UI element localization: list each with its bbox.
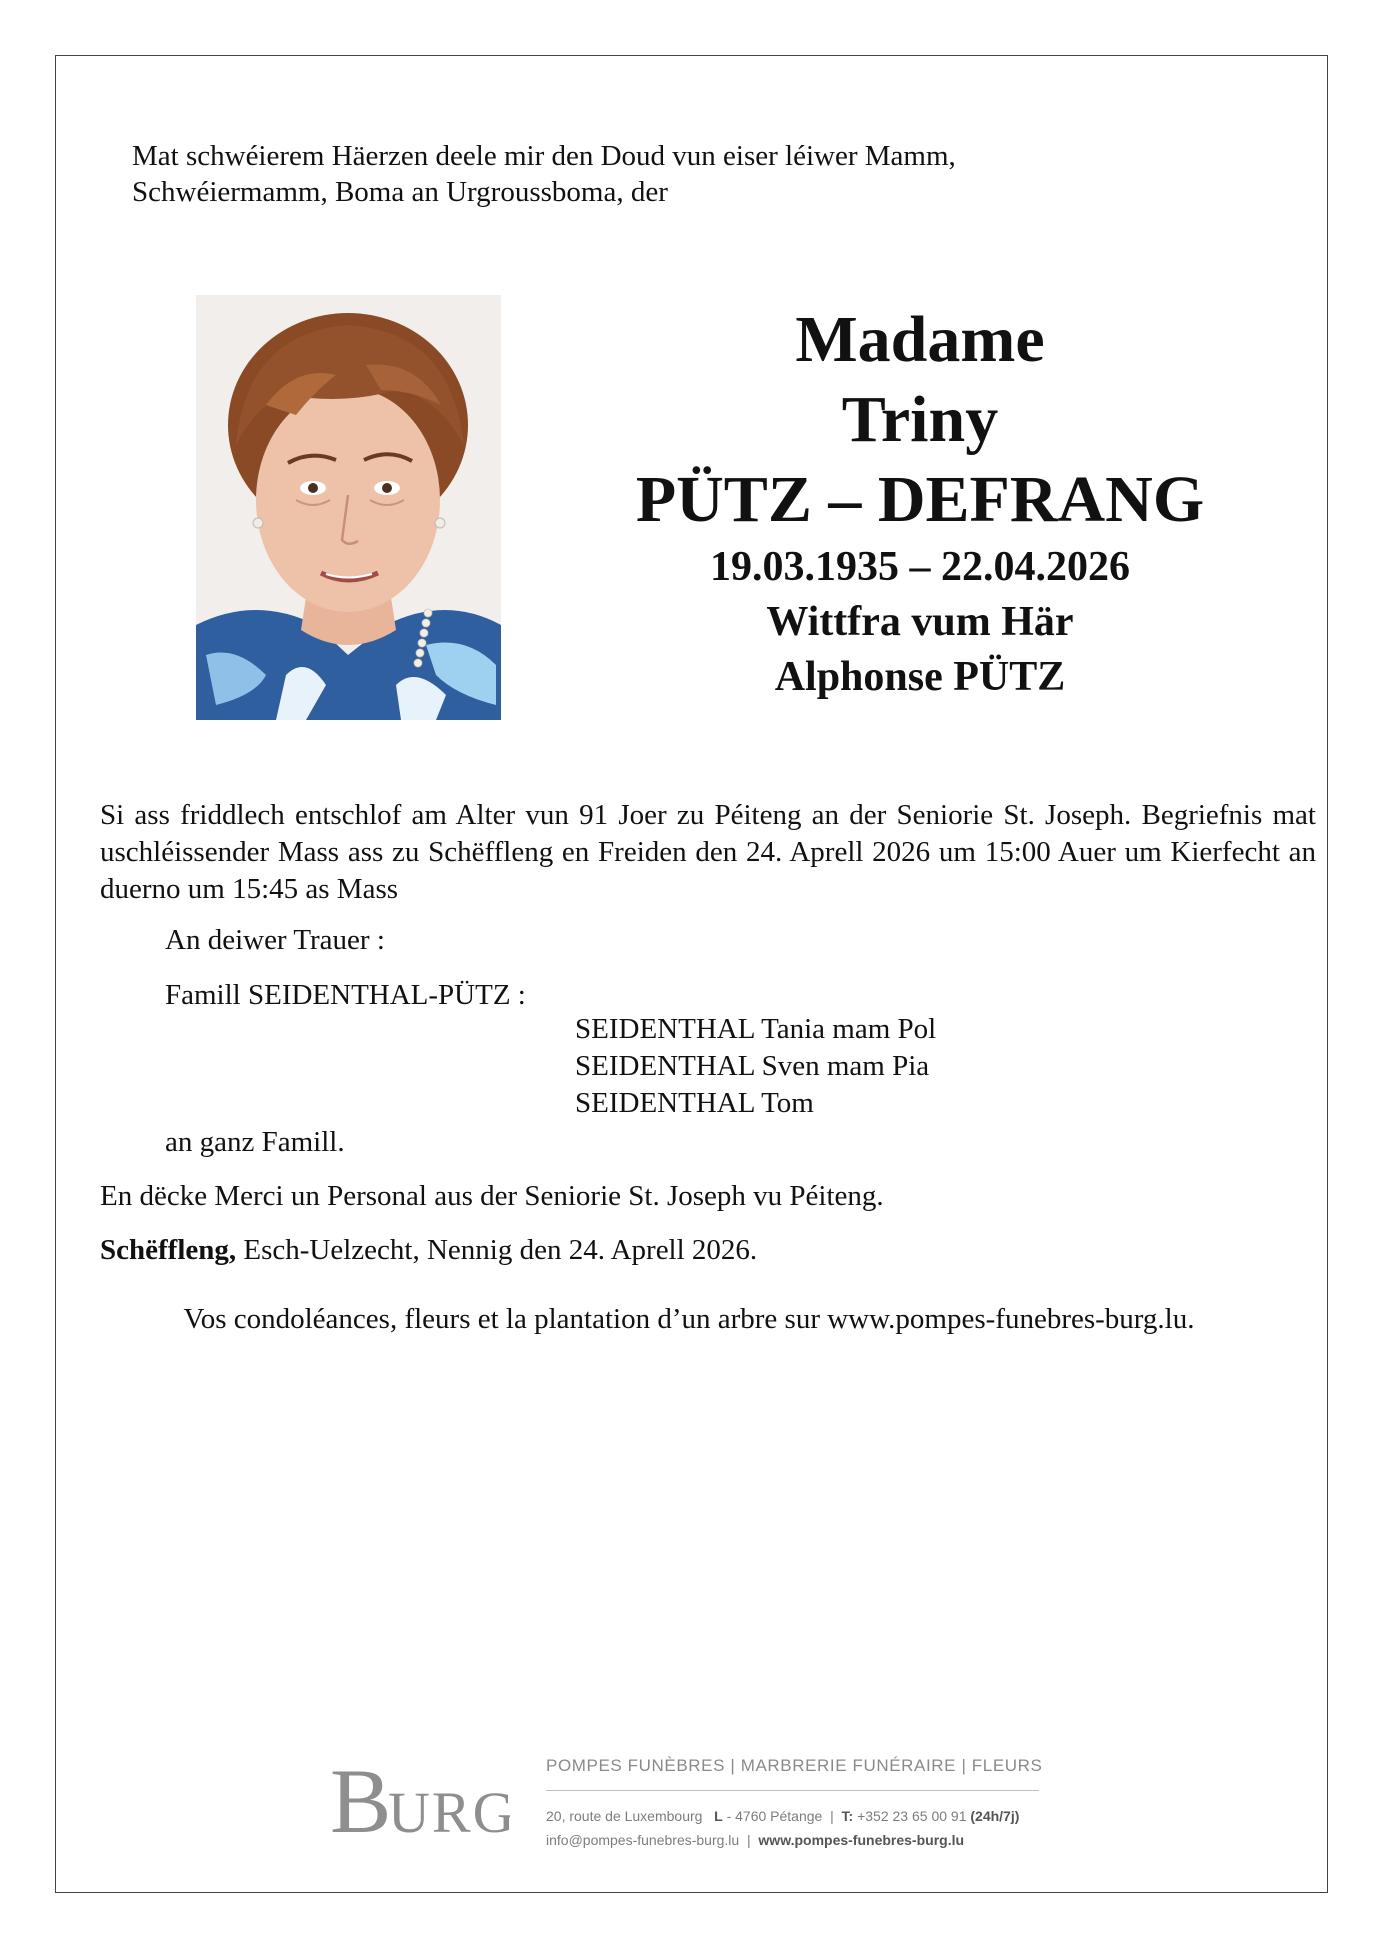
place-date-line (100, 1232, 1316, 1269)
condolences-note: Vos condoléances, fleurs et la plantation d’un arbre sur www.pompes-funebres-burg.lu. (183, 1303, 1195, 1335)
burg-logo (330, 1752, 510, 1842)
intro-line-2: Schwéiermamm, Boma an Urgroussboma, der (132, 176, 668, 208)
svg-text:URG: URG (388, 1780, 510, 1842)
spouse-name: Alphonse PÜTZ (774, 654, 1066, 700)
footer-contact-line: info@pompes-funebres-burg.lu | www.pompes-funebres-burg.lu (546, 1832, 965, 1848)
intro-text (132, 138, 1132, 210)
footer-postal: - 4760 Pétange (722, 1808, 823, 1824)
salutation: Madame (795, 303, 1045, 376)
family-closing: an ganz Famill. (165, 1126, 345, 1158)
footer-address: 20, route de Luxembourg (546, 1808, 703, 1824)
portrait-photo (196, 295, 501, 720)
footer-services: POMPES FUNÈBRES | MARBRERIE FUNÉRAIRE | FLEURS (546, 1756, 1043, 1775)
family-members-list (575, 1011, 936, 1122)
family-heading: Famill SEIDENTHAL-PÜTZ : (165, 979, 526, 1011)
death-notice-paragraph: Si ass friddlech entschlof am Alter vun 91 Joer zu Péiteng an der Seniorie St. Joseph. Begriefnis mat uschléissender Mass ass zu Schëffleng en Freiden den 24. Aprell 2026 um 15:00 Auer um Kierfecht an duerno um 15:45 as Mass (100, 799, 1316, 905)
intro-line-1: Mat schwéierem Häerzen deele mir den Doud vun eiser léiwer Mamm, (132, 140, 956, 172)
mourning-intro: An deiwer Trauer : (165, 924, 385, 956)
family-member: SEIDENTHAL Sven mam Pia (575, 1050, 930, 1082)
footer-website[interactable]: www.pompes-funebres-burg.lu (758, 1832, 965, 1848)
footer-phone-hours: (24h/7j) (970, 1808, 1020, 1824)
footer-email[interactable]: info@pompes-funebres-burg.lu (546, 1832, 740, 1848)
family-member: SEIDENTHAL Tom (575, 1087, 814, 1119)
footer-address-line: 20, route de Luxembourg L - 4760 Pétange | T: +352 23 65 00 91 (24h/7j) (546, 1808, 1020, 1824)
footer-postal-prefix: L (714, 1808, 723, 1824)
footer-phone-label: T: (841, 1808, 854, 1824)
first-name: Triny (841, 383, 999, 456)
widow-line: Wittfra vum Här (766, 599, 1074, 645)
deceased-name-block (600, 300, 1240, 705)
surname: PÜTZ – DEFRANG (635, 463, 1205, 536)
footer-phone: +352 23 65 00 91 (853, 1808, 967, 1824)
life-dates: 19.03.1935 – 22.04.2026 (710, 544, 1130, 590)
family-member: SEIDENTHAL Tania mam Pol (575, 1013, 937, 1045)
footer-divider (546, 1790, 1039, 1791)
svg-text:B: B (330, 1752, 392, 1842)
place-name: Schëffleng, (100, 1234, 237, 1266)
place-rest: Esch-Uelzecht, Nennig den 24. Aprell 2026. (236, 1234, 758, 1266)
thanks-line: En dëcke Merci un Personal aus der Seniorie St. Joseph vu Péiteng. (100, 1180, 884, 1212)
